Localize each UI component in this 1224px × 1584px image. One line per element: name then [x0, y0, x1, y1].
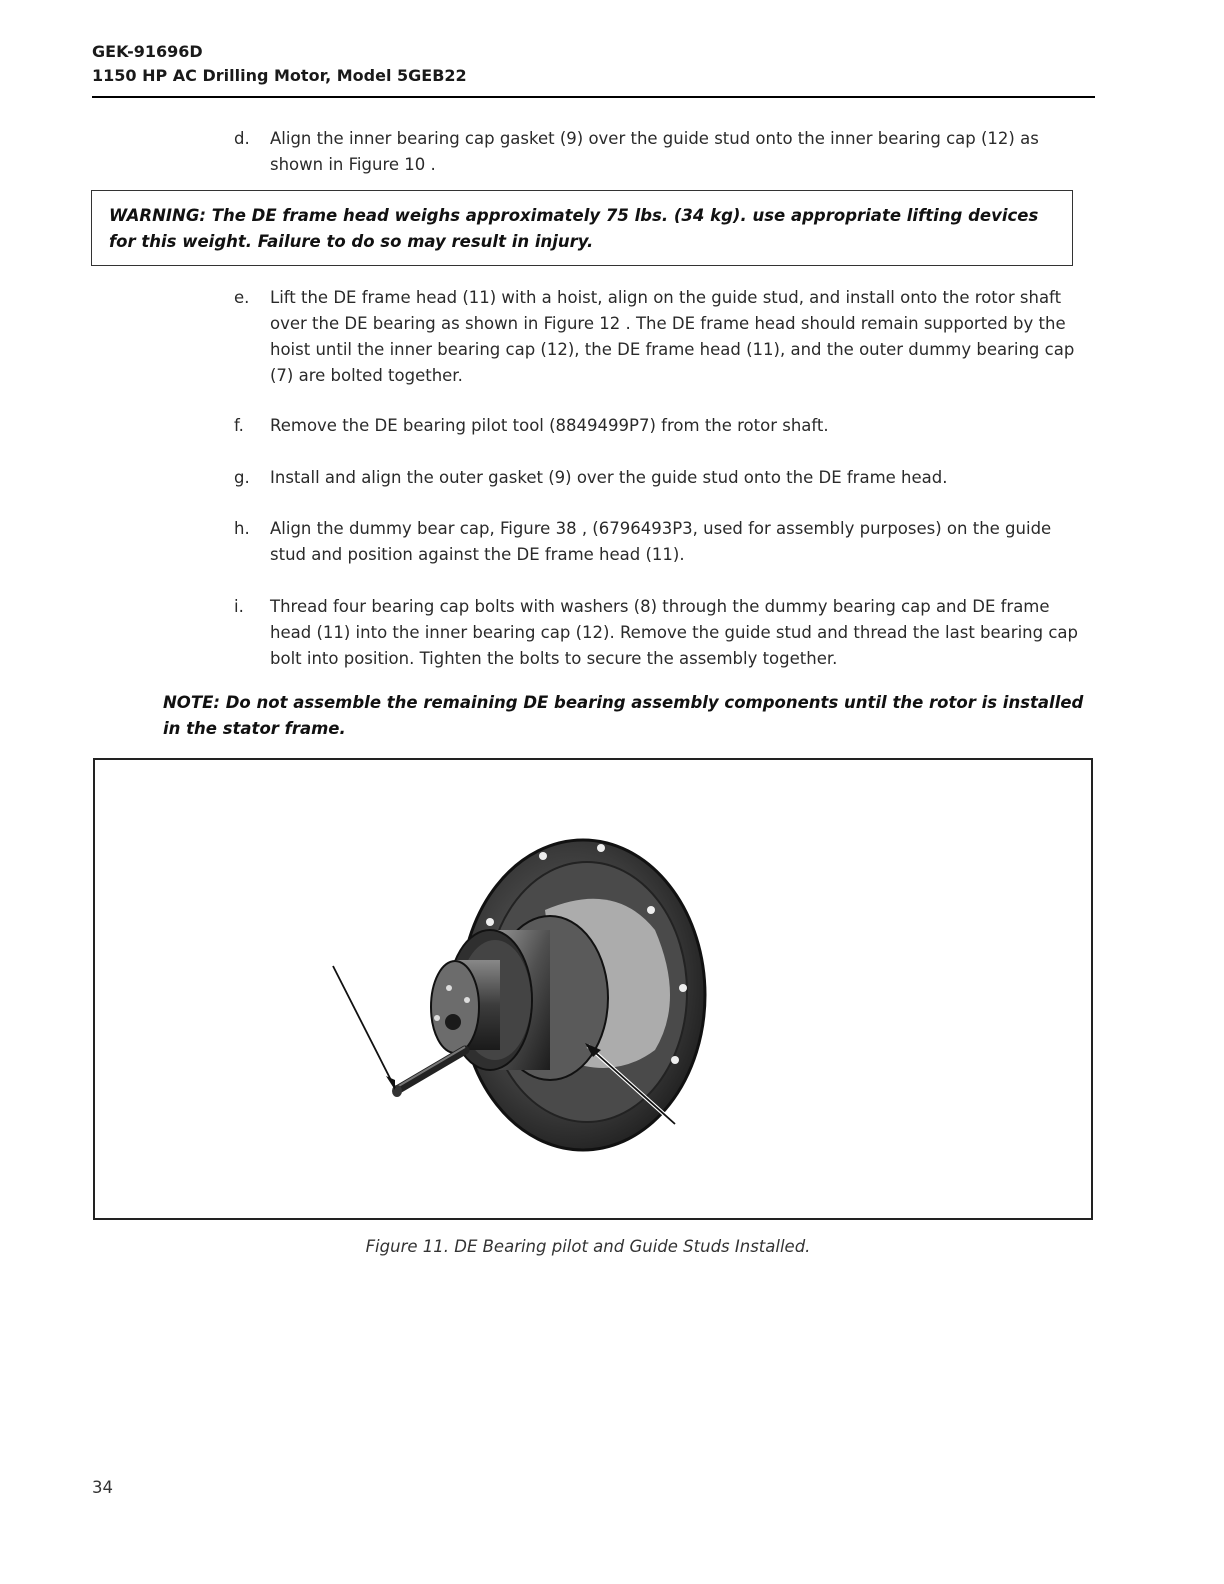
note-text: NOTE: Do not assemble the remaining DE bearing assembly components until the rotor is installed in the stator frame.	[163, 693, 1084, 738]
page-header	[92, 40, 1094, 88]
callout-arrow-pilot	[333, 966, 395, 1090]
header-divider	[92, 96, 1095, 98]
warning-box	[91, 190, 1073, 266]
step-text: Remove the DE bearing pilot tool (8849499P7) from the rotor shaft.	[270, 416, 829, 435]
step-letter: d.	[234, 129, 250, 148]
page-number: 34	[92, 1478, 113, 1497]
step-letter: h.	[234, 519, 250, 538]
step-letter: g.	[234, 468, 250, 487]
step-text: Lift the DE frame head (11) with a hoist, align on the guide stud, and install onto the rotor shaft over the DE bearing as shown in Figure 12 . The DE frame head should remain supported by the hoist until the inner bearing cap (12), the DE frame head (11), and the outer dummy bearing cap (7) are bolted together.	[270, 288, 1075, 385]
bearing-assembly-illustration	[95, 760, 1091, 1218]
figure-caption: Figure 11. DE Bearing pilot and Guide Studs Installed.	[365, 1237, 811, 1256]
step-letter: e.	[234, 288, 250, 307]
step-letter: i.	[234, 597, 244, 616]
step-text: Thread four bearing cap bolts with washers (8) through the dummy bearing cap and DE frame head (11) into the inner bearing cap (12). Remove the guide stud and thread the last bearing cap bolt into position. Tighten the bolts to secure the assembly together.	[270, 597, 1078, 668]
warning-text: WARNING: The DE frame head weighs approximately 75 lbs. (34 kg). use appropriate lifting devices for this weight. Failure to do so may result in injury.	[109, 206, 1039, 251]
step-text: Align the dummy bear cap, Figure 38 , (6796493P3, used for assembly purposes) on the guide stud and position against the DE frame head (11).	[270, 519, 1052, 564]
step-text: Align the inner bearing cap gasket (9) over the guide stud onto the inner bearing cap (12) as shown in Figure 10 .	[270, 129, 1039, 174]
document-title: 1150 HP AC Drilling Motor, Model 5GEB22	[92, 66, 467, 85]
step-text: Install and align the outer gasket (9) over the guide stud onto the DE frame head.	[270, 468, 948, 487]
guide-stud	[392, 1047, 465, 1097]
step-letter: f.	[234, 416, 244, 435]
figure-frame	[93, 758, 1093, 1220]
document-id: GEK-91696D	[92, 42, 203, 61]
